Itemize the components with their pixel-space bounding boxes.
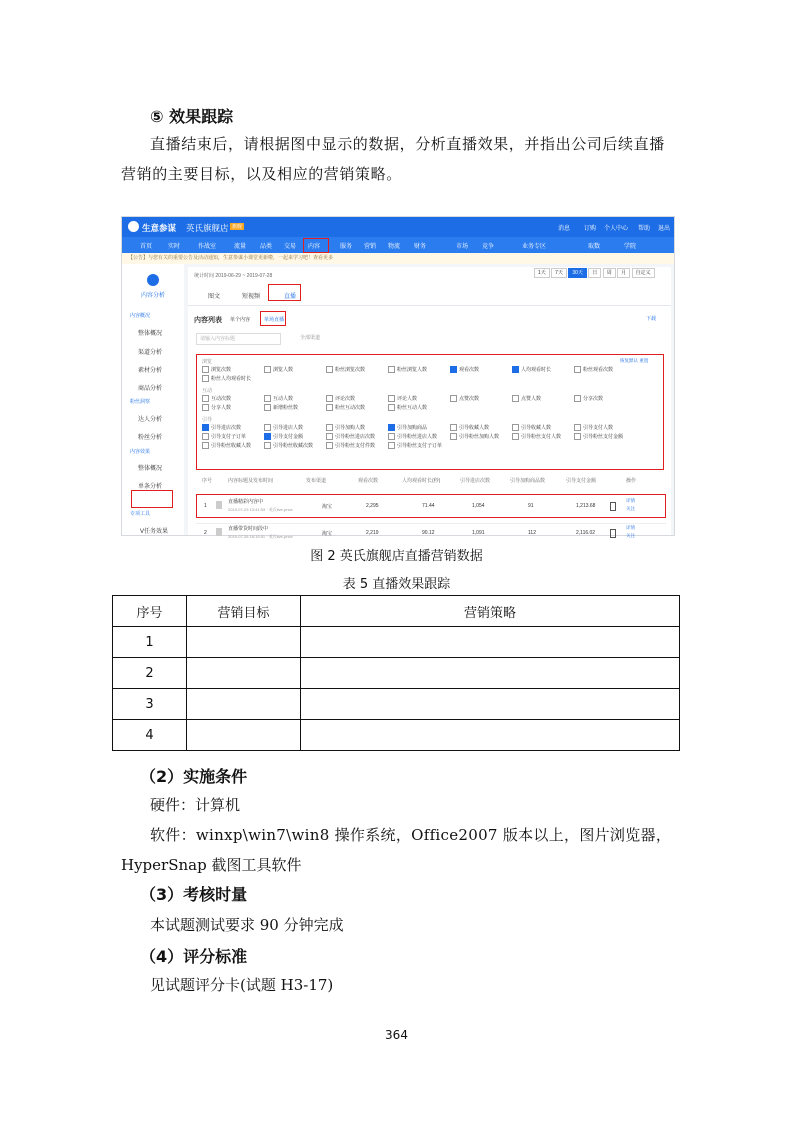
metric-label: 引导粉丝支付子订单 <box>397 443 443 449</box>
table-row[interactable] <box>196 524 666 544</box>
nav-academy[interactable]: 学院 <box>624 244 637 250</box>
checkbox-icon[interactable] <box>326 395 333 402</box>
metric-checkbox[interactable] <box>326 404 388 413</box>
metric-checkbox[interactable] <box>512 424 574 433</box>
period-7day[interactable]: 7天 <box>551 268 567 278</box>
row-views: 2,219 <box>366 530 379 536</box>
metric-label: 引导支付金额 <box>273 434 304 440</box>
row-detail-link[interactable]: 详情 <box>626 498 635 503</box>
metric-label: 引导粉丝收藏人数 <box>211 443 252 449</box>
checkbox-icon[interactable] <box>264 424 271 431</box>
th-pay: 引导支付金额 <box>566 478 597 484</box>
goal-cell[interactable] <box>187 627 301 658</box>
tracking-header-row <box>113 596 680 627</box>
topbar-message[interactable]: 消息 <box>558 226 571 232</box>
period-selector <box>534 269 655 276</box>
col-goal: 营销目标 <box>187 596 301 627</box>
row-no: 2 <box>113 658 187 689</box>
metric-checkbox[interactable] <box>264 424 326 433</box>
metric-checkbox[interactable] <box>264 395 326 404</box>
checkbox-icon[interactable] <box>202 395 209 402</box>
section-conditions-title: （2）实施条件 <box>140 767 248 786</box>
download-link[interactable]: 下载 <box>646 316 657 322</box>
notice-text[interactable]: 【公告】与您有关的重要公告及活动通知，生意参谋小课堂更新啦，一起来学习吧！查看更多 <box>128 255 334 261</box>
divider <box>188 305 671 306</box>
row-channel: 淘宝 <box>322 504 333 510</box>
nav-competition[interactable]: 竞争 <box>482 244 495 250</box>
metric-checkbox[interactable] <box>326 395 388 404</box>
metric-checkbox[interactable] <box>450 366 512 375</box>
metric-checkbox[interactable] <box>574 433 636 442</box>
group-browse-label: 浏览 <box>202 359 213 365</box>
checkbox-icon[interactable] <box>450 433 457 440</box>
checkbox-icon[interactable] <box>264 395 271 402</box>
sidebar-item-channel[interactable]: 渠道分析 <box>138 350 163 356</box>
checkbox-icon[interactable] <box>450 395 457 402</box>
row-no: 1 <box>204 503 207 509</box>
nav-market[interactable]: 市场 <box>456 244 469 250</box>
checkbox-icon[interactable] <box>450 424 457 431</box>
th-enter: 引导进店次数 <box>460 478 491 484</box>
metric-label: 引导粉丝进店人数 <box>397 434 438 440</box>
metric-checkbox[interactable] <box>326 366 388 375</box>
metric-label: 分享人数 <box>211 405 232 411</box>
row-time: 2019-07-26 16:15:51 · 英氏live-price <box>228 534 293 539</box>
checkbox-icon[interactable] <box>202 442 209 449</box>
metric-checkbox[interactable] <box>202 424 264 433</box>
group-interact-label: 互动 <box>202 388 213 394</box>
goal-cell[interactable] <box>187 658 301 689</box>
software-line: 软件：winxp\win7\win8 操作系统，Office2007 版本以上，图片浏览器， <box>150 826 672 844</box>
th-channel: 发布渠道 <box>306 478 327 484</box>
date-range: 统计时间 2019-06-29 ~ 2019-07-28 <box>194 273 273 279</box>
metric-label: 互动人数 <box>273 396 294 402</box>
table-caption: 表 5 直播效果跟踪 <box>342 577 451 592</box>
goal-cell[interactable] <box>187 689 301 720</box>
metric-label: 粉丝互动人数 <box>397 405 428 411</box>
app-topbar <box>122 217 674 237</box>
metric-label: 引导收藏人数 <box>459 425 490 431</box>
nav-fetch[interactable]: 取数 <box>588 244 601 250</box>
checkbox-icon[interactable] <box>326 366 333 373</box>
period-month[interactable]: 月 <box>617 268 630 278</box>
metric-label: 人均观看时长 <box>521 367 552 373</box>
tracking-row <box>113 689 680 720</box>
single-live-highlight <box>260 311 286 326</box>
metric-checkbox[interactable] <box>264 404 326 413</box>
nav-business[interactable]: 业务专区 <box>522 244 547 250</box>
col-no: 序号 <box>113 596 187 627</box>
sidebar-group-fans: 粉丝洞察 <box>130 399 151 405</box>
metric-checkbox[interactable] <box>574 424 636 433</box>
notice-bar <box>122 253 674 264</box>
sidebar-title: 内容分析 <box>140 293 165 299</box>
checkbox-icon[interactable] <box>512 433 519 440</box>
checkbox-icon[interactable] <box>326 404 333 411</box>
checkbox-icon[interactable] <box>202 433 209 440</box>
main-nav <box>122 237 674 253</box>
table-row[interactable] <box>196 497 666 517</box>
single-analysis-highlight <box>131 490 173 508</box>
time-line: 本试题测试要求 90 分钟完成 <box>150 916 344 934</box>
page-number: 364 <box>385 1028 408 1042</box>
software-line-2: HyperSnap 截图工具软件 <box>121 856 302 874</box>
metric-checkbox[interactable] <box>512 366 574 375</box>
row-no: 1 <box>113 627 187 658</box>
checkbox-checked-icon[interactable] <box>512 366 519 373</box>
nav-home[interactable]: 首页 <box>140 244 153 250</box>
metric-label: 粉丝浏览次数 <box>335 367 366 373</box>
metric-label: 新增粉丝数 <box>273 405 299 411</box>
content-analysis-icon <box>147 274 159 286</box>
checkbox-icon[interactable] <box>574 395 581 402</box>
th-avg: 人均观看时长(秒) <box>402 478 441 484</box>
sidebar-item-effect-overview[interactable]: 整体概况 <box>138 466 163 472</box>
checkbox-icon[interactable] <box>202 375 209 382</box>
row-cart: 112 <box>528 530 536 536</box>
checkbox-icon[interactable] <box>574 366 581 373</box>
tab-live[interactable]: 直播 <box>284 294 297 300</box>
nav-trade[interactable]: 交易 <box>284 244 297 250</box>
metric-label: 评论次数 <box>335 396 356 402</box>
subtab-single-content[interactable]: 单个内容 <box>230 317 251 323</box>
nav-realtime[interactable]: 实时 <box>168 244 181 250</box>
figure-caption: 图 2 英氏旗舰店直播营销数据 <box>310 549 483 564</box>
metric-checkbox[interactable] <box>450 424 512 433</box>
metric-checkbox[interactable] <box>388 424 450 433</box>
metric-checkbox[interactable] <box>388 404 450 413</box>
row-no: 2 <box>204 530 207 536</box>
metric-label: 引导粉丝支付金额 <box>583 434 624 440</box>
metric-checkbox[interactable] <box>388 366 450 375</box>
metric-label: 引导支付子订单 <box>211 434 247 440</box>
channel-filter[interactable]: 全部渠道 <box>300 335 321 341</box>
nav-warroom[interactable]: 作战室 <box>198 244 217 250</box>
tab-video[interactable]: 短视频 <box>242 294 261 300</box>
content-panel <box>188 267 671 539</box>
checkbox-checked-icon[interactable] <box>388 424 395 431</box>
metric-checkbox[interactable] <box>326 424 388 433</box>
metric-checkbox[interactable] <box>264 442 326 451</box>
metric-checkbox[interactable] <box>264 433 326 442</box>
row-title[interactable]: 直播带货时间段中 <box>228 526 269 532</box>
metric-label: 引导支付人数 <box>583 425 614 431</box>
checkbox-icon[interactable] <box>326 424 333 431</box>
checkbox-icon[interactable] <box>388 433 395 440</box>
topbar-help[interactable]: 帮助 <box>638 226 651 232</box>
checkbox-icon[interactable] <box>326 442 333 449</box>
checkbox-checked-icon[interactable] <box>202 424 209 431</box>
sidebar-item-vtask[interactable]: V任务效果 <box>140 529 169 535</box>
tracking-row <box>113 627 680 658</box>
sidebar-item-product[interactable]: 商品分析 <box>138 386 163 392</box>
nav-finance[interactable]: 财务 <box>414 244 427 250</box>
metric-label: 引导粉丝加购人数 <box>459 434 500 440</box>
sidebar-item-talent[interactable]: 达人分析 <box>138 417 163 423</box>
row-follow-link[interactable]: 关注 <box>626 533 635 538</box>
period-30day[interactable]: 30天 <box>568 268 587 278</box>
metric-checkbox[interactable] <box>264 366 326 375</box>
row-channel: 淘宝 <box>322 531 333 537</box>
metric-label: 互动次数 <box>211 396 232 402</box>
strategy-cell[interactable] <box>301 720 680 751</box>
checkbox-icon[interactable] <box>512 424 519 431</box>
metric-label: 引导加购商品 <box>397 425 428 431</box>
row-follow-link[interactable]: 关注 <box>626 506 635 511</box>
topbar-order[interactable]: 订购 <box>584 226 597 232</box>
row-enter: 1,054 <box>472 503 485 509</box>
sidebar-group-tools: 专项工具 <box>130 511 151 517</box>
table-header <box>196 477 666 487</box>
checkbox-icon[interactable] <box>388 395 395 402</box>
nav-content[interactable]: 内容 <box>308 244 321 250</box>
period-week[interactable]: 周 <box>603 268 616 278</box>
checkbox-icon[interactable] <box>202 404 209 411</box>
checkbox-checked-icon[interactable] <box>450 366 457 373</box>
period-day[interactable]: 日 <box>588 268 601 278</box>
tracking-table <box>112 595 680 751</box>
group-interact <box>202 395 638 413</box>
checkbox-icon[interactable] <box>388 442 395 449</box>
intro-line-2: 营销的主要目标，以及相应的营销策略。 <box>121 165 402 183</box>
metric-label: 引导粉丝进店次数 <box>335 434 376 440</box>
topbar-profile[interactable]: 个人中心 <box>604 226 629 232</box>
period-1day[interactable]: 1天 <box>534 268 550 278</box>
checkbox-icon[interactable] <box>574 433 581 440</box>
hardware-line: 硬件：计算机 <box>150 796 241 814</box>
metric-checkbox[interactable] <box>512 395 574 404</box>
subtab-single-live[interactable]: 单场直播 <box>264 317 285 323</box>
checkbox-icon[interactable] <box>326 433 333 440</box>
logo-icon <box>128 221 139 232</box>
metric-checkbox[interactable] <box>326 433 388 442</box>
metric-label: 粉丝浏览人数 <box>397 367 428 373</box>
strategy-cell[interactable] <box>301 689 680 720</box>
metric-checkbox[interactable] <box>450 433 512 442</box>
checkbox-checked-icon[interactable] <box>264 433 271 440</box>
metric-checkbox[interactable] <box>326 442 388 451</box>
metric-checkbox[interactable] <box>388 433 450 442</box>
live-tab-highlight <box>268 284 301 301</box>
shop-badge: 旗舰 <box>232 224 243 230</box>
metric-checkbox[interactable] <box>202 375 264 384</box>
metric-label: 引导进店人数 <box>273 425 304 431</box>
col-strategy: 营销策略 <box>301 596 680 627</box>
metric-label: 粉丝观看次数 <box>583 367 614 373</box>
metric-label: 点赞次数 <box>459 396 480 402</box>
live-thumb-icon <box>216 528 222 536</box>
sidebar-item-single[interactable]: 单条分析 <box>138 484 163 490</box>
sidebar-item-fans[interactable]: 粉丝分析 <box>138 435 163 441</box>
metric-label: 浏览次数 <box>211 367 232 373</box>
row-pay: 1,213.68 <box>576 503 596 509</box>
checkbox-icon[interactable] <box>388 404 395 411</box>
section-heading: ⑤ 效果跟踪 <box>150 107 234 126</box>
sidebar-item-material[interactable]: 素材分析 <box>138 368 163 374</box>
period-custom[interactable]: 自定义 <box>632 268 655 278</box>
row-detail-link[interactable]: 详情 <box>626 525 635 530</box>
row-views: 2,295 <box>366 503 379 509</box>
metric-checkbox[interactable] <box>388 395 450 404</box>
checkbox-icon[interactable] <box>264 442 271 449</box>
sidebar-group-effect: 内容效果 <box>130 449 151 455</box>
metric-label: 粉丝互动次数 <box>335 405 366 411</box>
intro-line-1: 直播结束后，请根据图中显示的数据，分析直播效果，并指出公司后续直播 <box>150 135 665 153</box>
group-browse <box>202 366 638 384</box>
scoring-line: 见试题评分卡(试题 H3-17) <box>150 976 334 994</box>
live-marketing-screenshot <box>121 216 675 539</box>
checkbox-icon[interactable] <box>512 395 519 402</box>
row-no: 4 <box>113 720 187 751</box>
row-no: 3 <box>113 689 187 720</box>
group-guide <box>202 424 648 451</box>
metric-checkbox[interactable] <box>388 442 450 451</box>
checkbox-icon[interactable] <box>264 366 271 373</box>
content-list-title: 内容列表 <box>194 317 222 324</box>
app-logo-text: 生意参谋 <box>142 223 177 233</box>
metric-label: 浏览人数 <box>273 367 294 373</box>
th-cart: 引导加购商品数 <box>510 478 546 484</box>
tab-article[interactable]: 图文 <box>208 294 221 300</box>
checkbox-icon[interactable] <box>264 404 271 411</box>
strategy-cell[interactable] <box>301 658 680 689</box>
row-time: 2019-07-23 13:41:53 · 英氏live-price <box>228 507 293 512</box>
sidebar <box>122 264 184 535</box>
metrics-reset-links[interactable]: 恢复默认 重置 <box>620 358 649 363</box>
mobile-icon <box>610 529 616 538</box>
metric-label: 评论人数 <box>397 396 418 402</box>
metric-checkbox[interactable] <box>512 433 574 442</box>
checkbox-icon[interactable] <box>202 366 209 373</box>
sidebar-item-overview[interactable]: 整体概况 <box>138 331 163 337</box>
nav-logistics[interactable]: 物流 <box>388 244 401 250</box>
group-guide-label: 引导 <box>202 417 213 423</box>
row-enter: 1,091 <box>472 530 485 536</box>
row-title[interactable]: 直播精彩内容中 <box>228 499 264 505</box>
mobile-icon <box>610 502 616 511</box>
th-ops: 操作 <box>626 478 637 484</box>
metric-label: 引导粉丝支付件数 <box>335 443 376 449</box>
metric-checkbox[interactable] <box>202 395 264 404</box>
section-scoring-title: （4）评分标准 <box>140 947 248 966</box>
tracking-row <box>113 658 680 689</box>
live-thumb-icon <box>216 501 222 509</box>
metric-checkbox[interactable] <box>202 366 264 375</box>
content-nav-highlight <box>303 238 329 253</box>
metric-label: 观看次数 <box>459 367 480 373</box>
goal-cell[interactable] <box>187 720 301 751</box>
row-pay: 2,116.02 <box>576 530 596 536</box>
sidebar-group-overview: 内容概况 <box>130 313 151 319</box>
metric-label: 引导进店次数 <box>211 425 242 431</box>
row-avg: 71.44 <box>422 503 435 509</box>
checkbox-icon[interactable] <box>388 366 395 373</box>
metric-label: 点赞人数 <box>521 396 542 402</box>
section-time-title: （3）考核时量 <box>140 885 248 904</box>
row-cart: 91 <box>528 503 534 509</box>
nav-traffic[interactable]: 流量 <box>234 244 247 250</box>
tracking-row <box>113 720 680 751</box>
strategy-cell[interactable] <box>301 627 680 658</box>
metric-checkbox[interactable] <box>202 433 264 442</box>
row-avg: 90.12 <box>422 530 435 536</box>
th-no: 序号 <box>202 478 213 484</box>
metric-label: 分享次数 <box>583 396 604 402</box>
metric-label: 引导收藏人数 <box>521 425 552 431</box>
nav-service[interactable]: 服务 <box>340 244 353 250</box>
shop-name[interactable]: 英氏旗舰店 <box>186 223 229 233</box>
metric-checkbox[interactable] <box>574 366 636 375</box>
metric-checkbox[interactable] <box>202 404 264 413</box>
metric-label: 引导粉丝支付人数 <box>521 434 562 440</box>
metric-label: 引导粉丝收藏次数 <box>273 443 314 449</box>
metric-checkbox[interactable] <box>202 442 264 451</box>
th-title: 内容标题及发布时间 <box>228 478 274 484</box>
metric-checkbox[interactable] <box>574 395 636 404</box>
metric-checkbox[interactable] <box>450 395 512 404</box>
content-search-input[interactable]: 请输入内容标题 <box>196 333 281 345</box>
topbar-logout[interactable]: 退出 <box>658 226 671 232</box>
metric-label: 引导加购人数 <box>335 425 366 431</box>
metric-label: 粉丝人均观看时长 <box>211 376 252 382</box>
checkbox-icon[interactable] <box>574 424 581 431</box>
nav-category[interactable]: 品类 <box>260 244 273 250</box>
nav-marketing[interactable]: 营销 <box>364 244 377 250</box>
th-views: 观看次数 <box>358 478 379 484</box>
